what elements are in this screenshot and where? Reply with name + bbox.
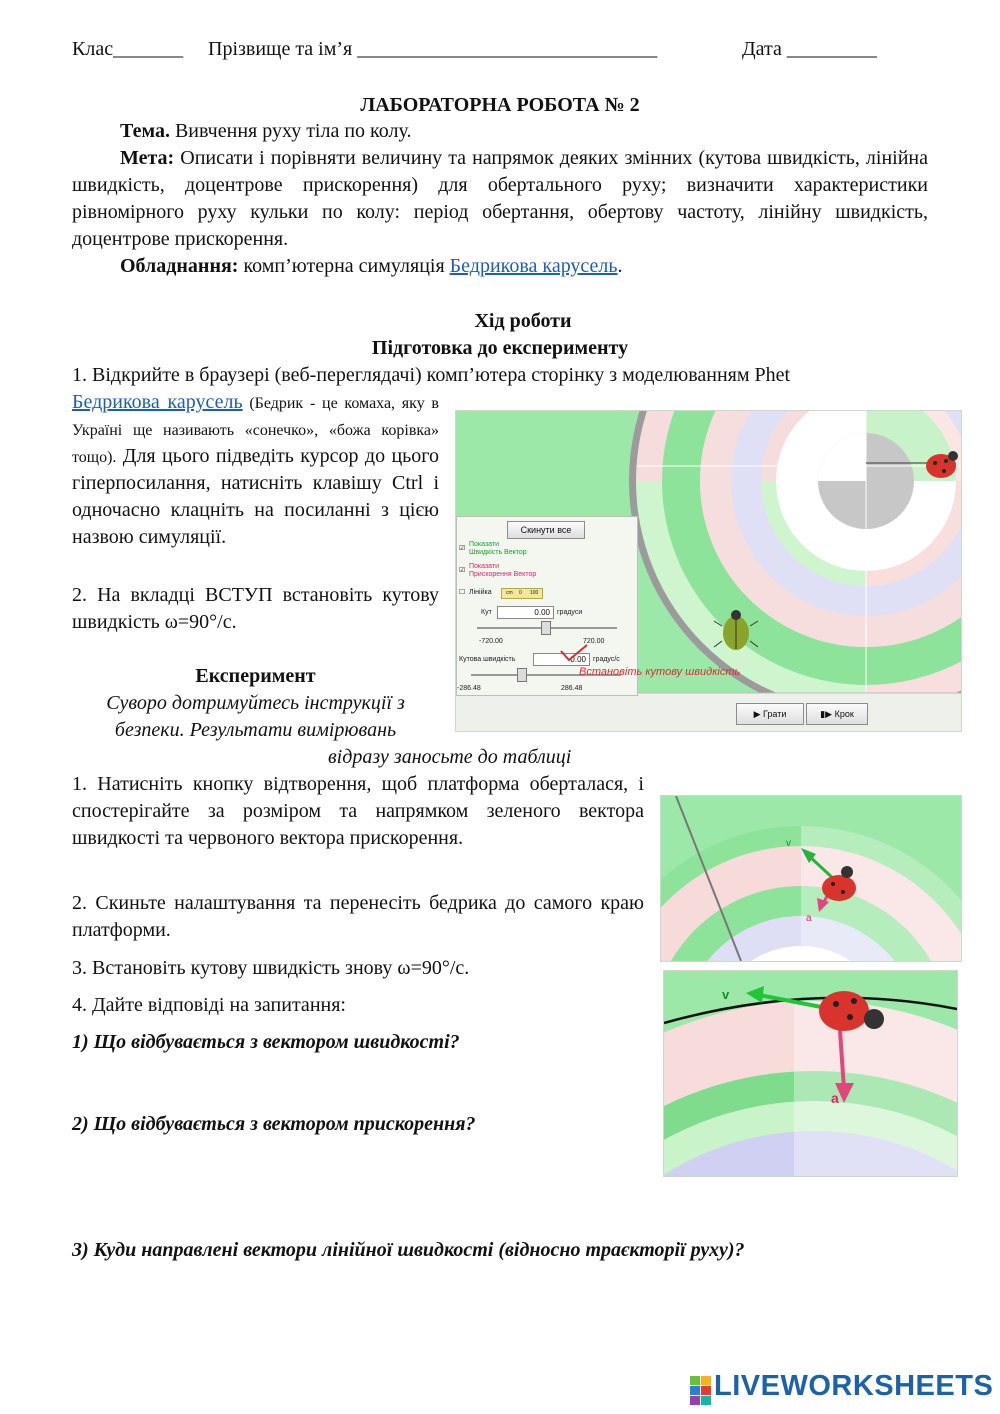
page-title: ЛАБОРАТОРНА РОБОТА № 2 (360, 94, 640, 116)
question-2: 2) Що відбувається з вектором прискорення? (72, 1113, 476, 1135)
step1-note: (Бедрик - це комаха, яку в Україні ще називають «сонечко», «божа корівка» тощо). (72, 395, 439, 466)
header-date: Дата _________ (742, 38, 877, 60)
vector-screenshot-1 (660, 795, 962, 962)
angvel-label: Кутова швидкість (459, 656, 516, 663)
equipment-end: . (617, 255, 623, 277)
step1-body (72, 389, 439, 551)
exp-step-2: 2. Скиньте налаштування та перенесіть бедрика до самого краю платформи. (72, 892, 644, 941)
show-accel-label: Показати Прискорення Вектор (469, 563, 537, 578)
accel-label-2: a (831, 1090, 839, 1106)
play-button[interactable]: ▶ Грати (736, 703, 804, 725)
goal-label: Мета: (120, 147, 175, 169)
angvel-input[interactable]: 0.00 (533, 653, 590, 666)
hint-text: Встановіть кутову швидкість (579, 666, 741, 678)
exp-step-4: 4. Дайте відповіді на запитання: (72, 994, 346, 1016)
question-1: 1) Що відбувається з вектором швидкості? (72, 1031, 460, 1053)
step1-rest: Для цього підведіть курсор до цього гіперпосилання, натисніть клавішу Ctrl і одночасно клацніть на посиланні з цією назвою симуляції. (72, 445, 439, 548)
angvel-min: -286.48 (457, 685, 481, 692)
exp-step-3: 3. Встановіть кутову швидкість знову ω=90°/с. (72, 957, 470, 979)
goal-text: Описати і порівняти величину та напрямок деяких змінних (кутова швидкість, лінійна швидкість, доцентрове прискорення) для обертального руху; визначити характеристики рівномірного руху кульки по колу: період обертання, обертову частоту, лінійну швидкість, доцентрове прискорення. (72, 147, 928, 250)
vector-scene-2 (664, 971, 957, 1176)
ruler-label: Лінійка (469, 589, 492, 596)
angle-min: -720.00 (479, 638, 503, 645)
angvel-unit: градус/с (593, 656, 620, 663)
show-velocity-label: Показати Швидкість Вектор (469, 541, 527, 556)
logo-text: LIVEWORKSHEETS (714, 1370, 994, 1402)
step2: 2. На вкладці ВСТУП встановіть кутову швидкість ω=90°/с. (72, 584, 439, 633)
intro-block (72, 118, 928, 280)
angvel-max: 286.48 (561, 685, 583, 692)
prep-title: Підготовка до експерименту (371, 337, 629, 359)
exp-step-1: 1. Натисніть кнопку відтворення, щоб платформа оберталася, і спостерігайте за розміром та напрямком зеленого вектора швидкості та червоного вектора прискорення. (72, 773, 644, 849)
equipment-link[interactable]: Бедрикова карусель (449, 255, 618, 277)
angle-label: Кут (481, 609, 492, 616)
angle-max: 720.00 (583, 638, 605, 645)
velocity-label-1: v (786, 838, 791, 849)
angle-unit: градуси (557, 609, 583, 616)
question-3: 3) Куди направлені вектори лінійної швидкості (відносно траєкторії руху)? (72, 1239, 745, 1261)
velocity-checkbox[interactable]: ☑ (459, 545, 466, 552)
ruler-widget[interactable]: cm 0 100 (501, 588, 543, 599)
safety-note-2: відразу заносьте до таблиці (328, 746, 572, 768)
equipment-text: комп’ютерна симуляція (238, 255, 450, 277)
checkmark-icon (559, 643, 589, 663)
step1-intro: 1. Відкрийте в браузері (веб-переглядачі) комп’ютера сторінку з моделюванням Phet (72, 364, 791, 386)
equipment-label: Обладнання: (120, 255, 239, 277)
vector-screenshot-2 (663, 970, 958, 1177)
simulation-screenshot (455, 410, 962, 732)
vector-scene-1 (661, 796, 961, 961)
topic-text: Вивчення руху тіла по колу. (169, 120, 412, 142)
play-icon: ▶ (753, 709, 764, 719)
header-name: Прізвище та ім’я ______________________________ (208, 38, 658, 60)
ruler-checkbox[interactable]: ☐ (459, 589, 466, 596)
accel-checkbox[interactable]: ☑ (459, 567, 466, 574)
velocity-label-2: v (722, 987, 730, 1002)
topic-label: Тема. (120, 120, 170, 142)
step-icon: ▮▶ (820, 709, 835, 719)
step1-link[interactable]: Бедрикова карусель (72, 391, 243, 413)
angle-input[interactable]: 0.00 (497, 606, 554, 619)
progress-title: Хід роботи (474, 310, 572, 332)
angle-slider-thumb[interactable] (541, 621, 551, 635)
experiment-title: Експеримент (195, 665, 316, 687)
step-button[interactable]: ▮▶ Крок (806, 703, 868, 725)
accel-label-1: a (806, 913, 812, 924)
logo-icon (690, 1376, 712, 1406)
reset-all-button[interactable]: Скинути все (507, 521, 585, 539)
angvel-slider-thumb[interactable] (517, 668, 527, 682)
header-class: Клас_______ (72, 38, 184, 60)
safety-note-1: Суворо дотримуйтесь інструкції з безпеки. Результати вимірювань (106, 692, 405, 741)
